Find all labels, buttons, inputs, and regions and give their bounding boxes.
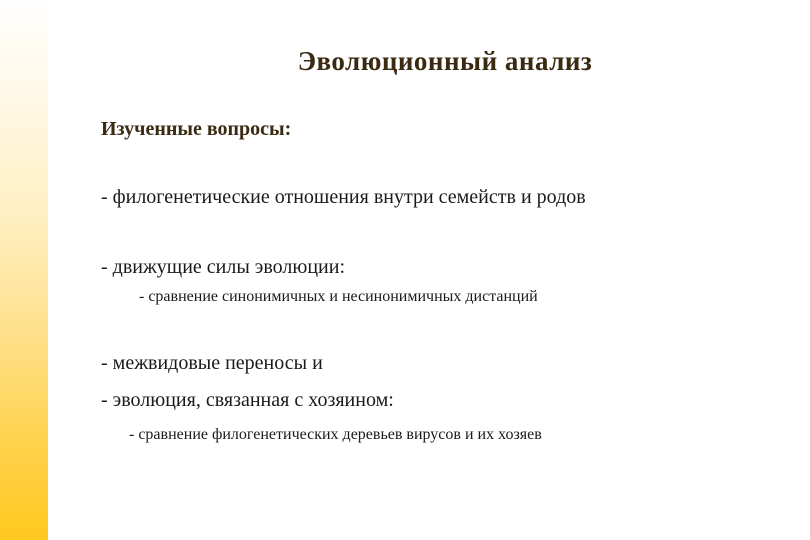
decorative-side-gradient-bar bbox=[0, 0, 48, 540]
slide-title: Эволюционный анализ bbox=[297, 46, 593, 76]
bullet-item-host-evolution: - эволюция, связанная с хозяином: bbox=[101, 389, 394, 411]
bullet-item-driving-forces: - движущие силы эволюции: bbox=[101, 256, 345, 278]
bullet-item-interspecies-transfers: - межвидовые переносы и bbox=[101, 352, 323, 374]
section-heading: Изученные вопросы: bbox=[101, 118, 292, 140]
bullet-item-phylogenetic-relations: - филогенетические отношения внутри семейств и родов bbox=[101, 186, 586, 208]
sub-bullet-synonymous-distances: - сравнение синонимичных и несинонимичных дистанций bbox=[139, 288, 538, 305]
sub-bullet-tree-comparison: - сравнение филогенетических деревьев вирусов и их хозяев bbox=[129, 426, 542, 443]
